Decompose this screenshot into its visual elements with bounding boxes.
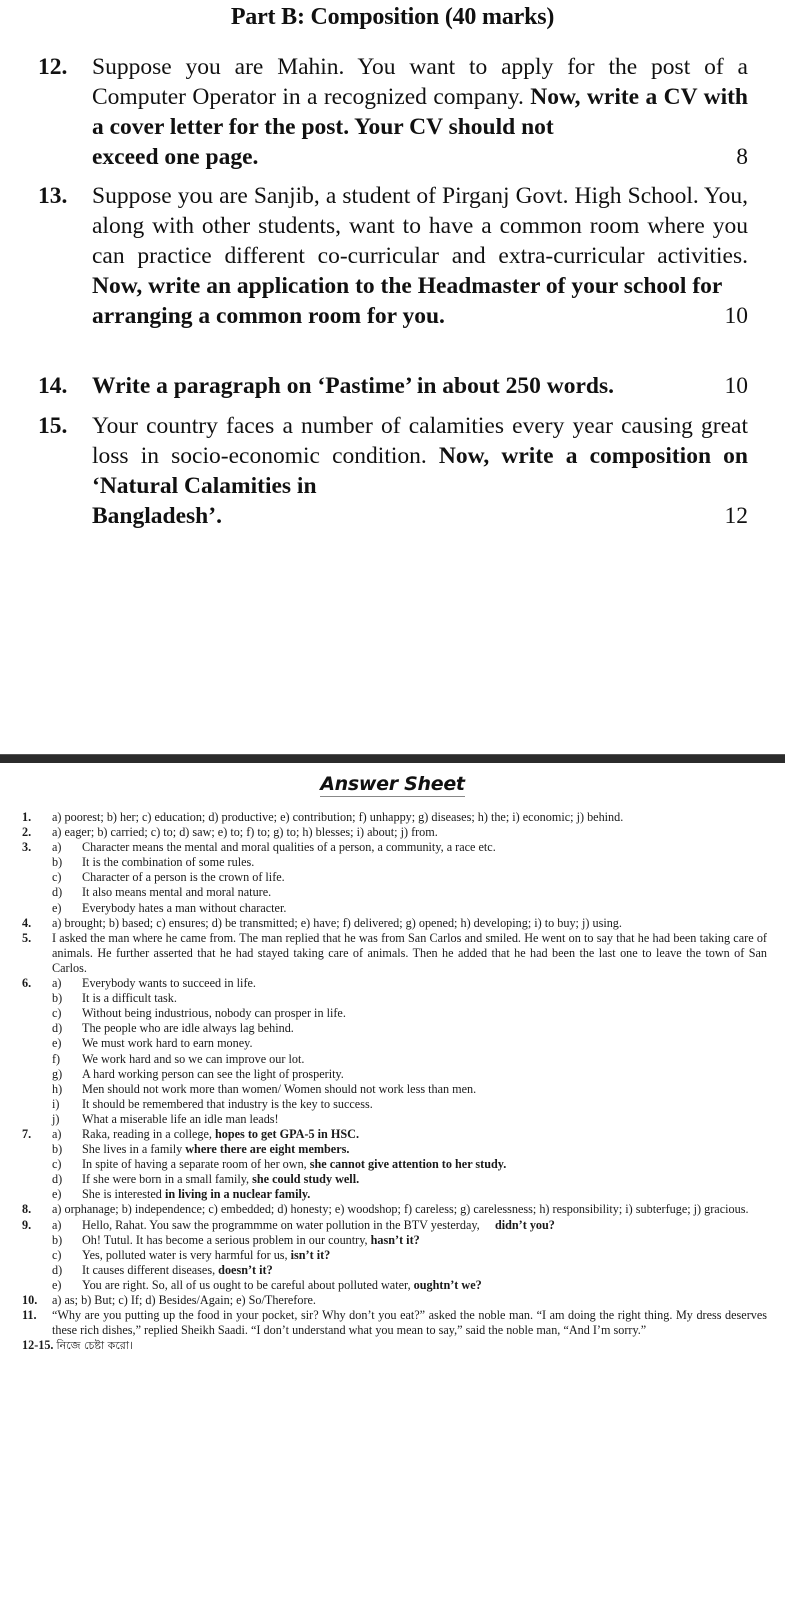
sub-item: d) It causes different diseases, doesn’t it?: [52, 1262, 273, 1277]
answer-12-15: [0, 1338, 785, 1353]
sub-item: b) It is a difficult task.: [52, 991, 177, 1006]
sub-item: d) If she were born in a small family, she could study well.: [52, 1172, 360, 1187]
answer-text: a) eager; b) carried; c) to; d) saw; e) to; f) to; g) to; h) blesses; i) about; j) from.: [52, 825, 438, 840]
sub-item: a) Character means the mental and moral qualities of a person, a community, a race etc.: [52, 840, 496, 855]
answer-number: 8.: [22, 1202, 32, 1217]
answer-5: [0, 931, 785, 976]
question-text: Your country faces a number of calamities every year causing great loss in socio-economic condition.: [92, 413, 748, 469]
answer-number: 7.: [22, 1126, 32, 1141]
question-12: [38, 52, 748, 172]
sub-item: j) What a miserable life an idle man leads!: [52, 1111, 279, 1126]
sub-item: a) Hello, Rahat. You saw the programmme on water pollution in the BTV yesterday, didn’t you?: [52, 1217, 555, 1232]
answer-text: “Why are you putting up the food in your pocket, sir? Why don’t you eat?” asked the noble man. “I am doing the right thing. My dress deserves these rich dishes,” replied Sheikh Saadi. “I don’t understand what you mean to say,” said the noble man, “And I’m sorry.”: [52, 1308, 767, 1338]
answer-number: 10.: [22, 1293, 38, 1307]
question-15: [38, 411, 748, 531]
answer-6: [0, 976, 785, 1127]
question-14: [38, 371, 748, 401]
question-instruction-end: exceed one page.: [92, 144, 259, 170]
question-number: 14.: [38, 373, 68, 399]
question-13: [38, 181, 748, 331]
sub-item: h) Men should not work more than women/ Women should not work less than men.: [52, 1081, 477, 1096]
page-separator: [0, 754, 785, 763]
section-title: Part B: Composition (40 marks): [230, 4, 555, 30]
question-instruction: Now, write an application to the Headmaster of your school for: [92, 273, 723, 299]
question-instruction: Write a paragraph on ‘Pastime’ in about 250 words.: [92, 373, 615, 399]
answer-text: a) poorest; b) her; c) education; d) productive; e) contribution; f) unhappy; g) diseases; h) the; i) economic; j) behind.: [52, 810, 624, 824]
question-number: 15.: [38, 413, 68, 439]
question-instruction-end: arranging a common room for you.: [92, 303, 445, 329]
answer-text: নিজে চেষ্টা করো।: [56, 1339, 133, 1353]
answer-number: 11.: [22, 1308, 37, 1323]
answer-10: [0, 1293, 785, 1308]
answer-text: I asked the man where he came from. The man replied that he was from San Carlos and smiled. He went on to say that he had been taking care of animals. He further asserted that he had stayed taking care of animals. Then he added that he had been the last one to leave the town of San Carlos.: [52, 930, 767, 975]
sub-item: d) It also means mental and moral nature.: [52, 885, 272, 900]
question-instruction: Now, write a composition on ‘Natural Calamities in: [92, 443, 749, 499]
answer-number: 6.: [22, 976, 32, 991]
answer-text: a) brought; b) based; c) ensures; d) be transmitted; e) have; f) delivered; g) opened; h) developing; i) to buy; j) using.: [52, 915, 622, 930]
answer-4: [0, 916, 785, 931]
sub-item: b) She lives in a family where there are eight members.: [52, 1142, 350, 1157]
sub-item: e) You are right. So, all of us ought to be careful about polluted water, oughtn’t we?: [52, 1277, 482, 1292]
answer-number: 9.: [22, 1217, 32, 1232]
sub-item: a) Everybody wants to succeed in life.: [52, 976, 256, 991]
answer-1: [0, 810, 785, 825]
answer-8: [0, 1202, 785, 1217]
question-instruction-end: Bangladesh’.: [92, 503, 222, 529]
question-number: 13.: [38, 183, 68, 209]
sub-item: c) Character of a person is the crown of life.: [52, 870, 285, 885]
sub-item: c) Yes, polluted water is very harmful for us, isn’t it?: [52, 1247, 331, 1262]
answer-11: [0, 1308, 785, 1338]
question-instruction: Now, write a CV with a cover letter for the post. Your CV should not: [92, 84, 749, 140]
sub-item: f) We work hard and so we can improve our lot.: [52, 1051, 305, 1066]
answer-number: 3.: [22, 840, 32, 855]
answer-7: [0, 1127, 785, 1202]
question-marks: 10: [724, 373, 748, 399]
answer-number: 5.: [22, 930, 32, 945]
answer-text: a) orphanage; b) independence; c) embedded; d) honesty; e) woodshop; f) careless; g) carelessness; h) responsibility; i) subterfuge; j) gracious.: [52, 1202, 749, 1217]
sub-item: i) It should be remembered that industry is the key to success.: [52, 1096, 373, 1111]
answer-text: a) as; b) But; c) If; d) Besides/Again; e) So/Therefore.: [52, 1293, 316, 1307]
answer-number: 12-15.: [22, 1338, 54, 1353]
question-text: Suppose you are Mahin. You want to apply for the post of a Computer Operator in a recognized company.: [92, 54, 748, 110]
sub-item: a) Raka, reading in a college, hopes to get GPA-5 in HSC.: [52, 1126, 359, 1141]
answer-number: 1.: [22, 810, 32, 824]
answer-sheet-title: Answer Sheet: [320, 773, 465, 795]
sub-item: e) She is interested in living in a nuclear family.: [52, 1187, 311, 1202]
question-marks: 8: [736, 144, 748, 170]
question-marks: 10: [724, 303, 748, 329]
sub-item: b) Oh! Tutul. It has become a serious problem in our country, hasn’t it?: [52, 1232, 420, 1247]
answer-9: [0, 1218, 785, 1293]
sub-item: d) The people who are idle always lag behind.: [52, 1021, 294, 1036]
sub-item: g) A hard working person can see the light of prosperity.: [52, 1066, 344, 1081]
answer-3: [0, 840, 785, 915]
sub-item: b) It is the combination of some rules.: [52, 855, 255, 870]
sub-item: e) Everybody hates a man without character.: [52, 900, 287, 915]
question-text: Suppose you are Sanjib, a student of Pirganj Govt. High School. You, along with other students, want to have a common room where you can practice different co-curricular and extra-curricular activities.: [92, 183, 748, 269]
answer-number: 4.: [22, 915, 32, 930]
question-marks: 12: [724, 503, 748, 529]
part-b-composition: [0, 0, 785, 750]
answer-number: 2.: [22, 825, 32, 840]
question-number: 12.: [38, 54, 68, 80]
answer-2: [0, 825, 785, 840]
sub-item: e) We must work hard to earn money.: [52, 1036, 253, 1051]
sub-item: c) Without being industrious, nobody can prosper in life.: [52, 1006, 346, 1021]
sub-item: c) In spite of having a separate room of her own, she cannot give attention to her study.: [52, 1157, 507, 1172]
